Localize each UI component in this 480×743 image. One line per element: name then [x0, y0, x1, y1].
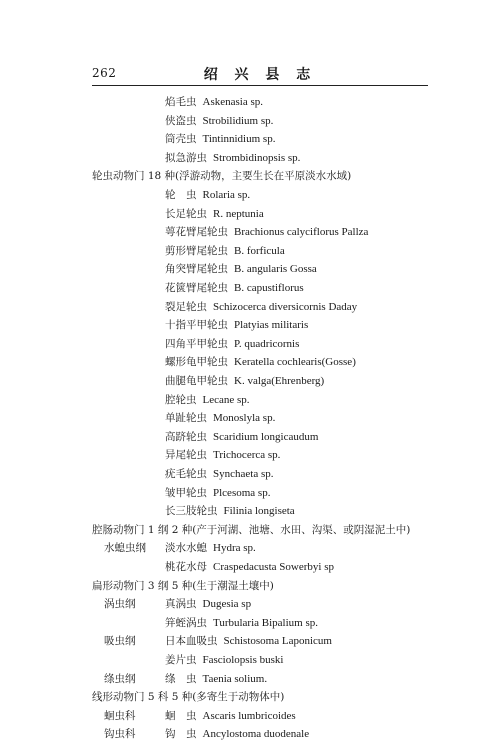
- species-chinese-name: 拟急游虫: [165, 151, 207, 164]
- species-row: [165, 130, 275, 148]
- species-chinese-name: 曲腿龟甲轮虫: [165, 375, 228, 387]
- species-chinese-name: 真涡虫: [165, 598, 197, 611]
- species-row: [165, 223, 368, 241]
- species-latin-name: B. angularis Gossa: [234, 263, 317, 276]
- page-header: [92, 64, 428, 86]
- phylum-heading: [92, 521, 410, 539]
- phylum-heading: [92, 167, 351, 185]
- phylum-heading: [92, 688, 284, 706]
- species-chinese-name: 绦 虫: [165, 672, 197, 685]
- species-latin-name: P. quadricornis: [234, 337, 300, 350]
- species-latin-name: Hydra sp.: [213, 542, 256, 555]
- species-chinese-name: 十指平甲轮虫: [165, 319, 228, 332]
- class-name: 涡虫纲: [104, 598, 136, 611]
- species-chinese-name: 筒壳虫: [165, 133, 197, 146]
- species-chinese-name: 淡水水螅: [165, 542, 207, 555]
- class-species-row: [104, 670, 267, 688]
- species-latin-name: Schistosoma Laponicum: [223, 635, 332, 648]
- species-row: [165, 409, 275, 427]
- class-name: 绦虫纲: [104, 672, 136, 685]
- species-chinese-name: 长足轮虫: [165, 207, 207, 220]
- species-latin-name: Synchaeta sp.: [213, 468, 274, 480]
- species-latin-name: Platyias militaris: [234, 319, 309, 332]
- species-chinese-name: 角突臂尾轮虫: [165, 263, 228, 276]
- species-row: [165, 93, 263, 111]
- species-chinese-name: 侠盗虫: [165, 114, 197, 127]
- species-chinese-name: 蛔 虫: [165, 709, 197, 722]
- species-chinese-name: 花篋臂尾轮虫: [165, 282, 228, 294]
- class-name: 钩虫科: [104, 728, 136, 741]
- species-row: [165, 614, 318, 632]
- species-chinese-name: 单趾轮虫: [165, 412, 207, 425]
- species-latin-name: Ancylostoma duodenale: [202, 728, 310, 741]
- species-row: [165, 558, 334, 576]
- species-row: [165, 298, 357, 316]
- species-latin-name: B. forficula: [234, 244, 285, 257]
- species-latin-name: K. valga(Ehrenberg): [234, 375, 325, 387]
- species-row: [165, 149, 300, 167]
- species-row: [165, 428, 318, 446]
- class-name: 蛔虫科: [104, 709, 136, 722]
- species-row: [165, 372, 324, 390]
- species-row: [165, 446, 280, 464]
- species-row: [165, 484, 270, 502]
- species-row: [165, 260, 317, 278]
- species-latin-name: Schizocerca diversicornis Daday: [213, 300, 358, 313]
- species-latin-name: B. capustiflorus: [234, 282, 304, 294]
- species-latin-name: Monoslyla sp.: [213, 412, 276, 425]
- species-chinese-name: 剪形臂尾轮虫: [165, 244, 228, 257]
- class-species-row: [104, 595, 251, 613]
- species-chinese-name: 轮 虫: [165, 189, 197, 201]
- species-row: [165, 502, 295, 520]
- species-latin-name: Strombidinopsis sp.: [213, 151, 301, 164]
- species-row: [165, 186, 250, 204]
- header-rule: [92, 85, 428, 86]
- species-chinese-name: 桃花水母: [165, 561, 207, 573]
- class-species-row: [104, 707, 296, 725]
- species-latin-name: Scaridium longicaudum: [213, 430, 319, 443]
- species-chinese-name: 姜片虫: [165, 654, 197, 666]
- class-name: 水螅虫纲: [104, 542, 146, 555]
- species-latin-name: Taenia solium.: [202, 672, 268, 685]
- species-latin-name: Ascaris lumbricoides: [202, 709, 296, 722]
- species-latin-name: Dugesia sp: [202, 598, 252, 611]
- species-latin-name: Filinia longiseta: [223, 505, 295, 518]
- heading-text: 线形动物门 5 科 5 种(多寄生于动物体中): [92, 691, 285, 704]
- class-name: 吸虫纲: [104, 635, 136, 648]
- species-chinese-name: 长三肢轮虫: [165, 505, 218, 518]
- species-row: [165, 279, 304, 297]
- species-latin-name: Fasciolopsis buski: [202, 654, 284, 666]
- book-title: 绍 兴 县 志: [203, 67, 317, 83]
- species-chinese-name: 钩 虫: [165, 728, 197, 741]
- heading-text: 腔肠动物门 1 纲 2 种(产于河湖、池塘、水田、沟渠、或阴湿泥土中): [92, 523, 411, 536]
- species-row: [165, 651, 283, 669]
- species-latin-name: Strobilidium sp.: [202, 114, 274, 127]
- species-latin-name: Rolaria sp.: [202, 189, 251, 201]
- species-chinese-name: 异尾轮虫: [165, 449, 207, 462]
- species-latin-name: Brachionus calyciflorus Pallza: [234, 226, 369, 239]
- species-latin-name: Askenasia sp.: [202, 96, 263, 108]
- species-latin-name: Craspedacusta Sowerbyi sp: [213, 561, 334, 573]
- species-chinese-name: 日本血吸虫: [165, 635, 218, 648]
- species-row: [165, 391, 250, 409]
- species-chinese-name: 四角平甲轮虫: [165, 337, 228, 350]
- heading-text: 轮虫动物门 18 种(浮游动物，主要生长在平原淡水水域): [92, 170, 352, 183]
- species-row: [165, 335, 299, 353]
- page-number: 262: [92, 66, 117, 80]
- species-row: [165, 242, 285, 260]
- species-row: [165, 112, 273, 130]
- species-latin-name: R. neptunia: [213, 207, 264, 220]
- species-chinese-name: 高跻轮虫: [165, 430, 207, 443]
- species-latin-name: Plcesoma sp.: [213, 486, 271, 499]
- species-row: [165, 465, 273, 483]
- species-chinese-name: 螺形龟甲轮虫: [165, 356, 228, 369]
- species-chinese-name: 萼花臂尾轮虫: [165, 226, 228, 239]
- species-latin-name: Lecane sp.: [202, 393, 250, 406]
- class-species-row: [104, 632, 332, 650]
- species-chinese-name: 腔轮虫: [165, 393, 197, 406]
- species-latin-name: Tintinnidium sp.: [202, 133, 276, 146]
- species-chinese-name: 疣毛轮虫: [165, 468, 207, 480]
- species-row: [165, 205, 264, 223]
- species-row: [165, 353, 356, 371]
- species-row: [165, 316, 308, 334]
- species-latin-name: Trichocerca sp.: [213, 449, 281, 462]
- species-chinese-name: 皱甲轮虫: [165, 486, 207, 499]
- species-latin-name: Turbularia Bipalium sp.: [213, 616, 319, 629]
- species-chinese-name: 笄蛭涡虫: [165, 616, 207, 629]
- class-species-row: [104, 725, 309, 743]
- species-latin-name: Keratella cochlearis(Gosse): [234, 356, 356, 369]
- heading-text: 扁形动物门 3 纲 5 种(生于潮湿土壤中): [92, 579, 274, 592]
- phylum-heading: [92, 577, 274, 595]
- class-species-row: [104, 539, 256, 557]
- species-chinese-name: 裂足轮虫: [165, 300, 207, 313]
- species-chinese-name: 焰毛虫: [165, 96, 197, 108]
